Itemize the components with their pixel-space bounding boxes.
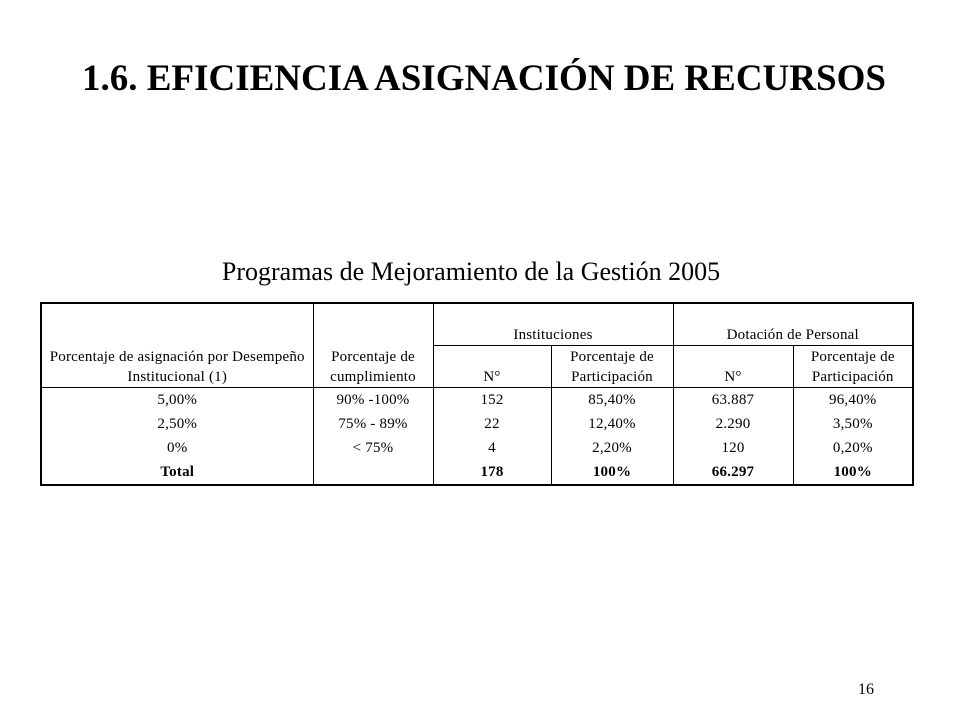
cell-total-compliance <box>313 460 433 485</box>
cell-total-staff-count: 66.297 <box>673 460 793 485</box>
cell-total-label: Total <box>41 460 313 485</box>
cell-compliance: < 75% <box>313 436 433 460</box>
header-assignment-line: Institucional (1) <box>127 369 228 385</box>
cell-staff-share: 3,50% <box>793 412 913 436</box>
cell-staff-share: 96,40% <box>793 388 913 413</box>
page-number: 16 <box>858 681 874 698</box>
header-share-line: Porcentaje de <box>570 349 654 365</box>
cell-compliance: 75% - 89% <box>313 412 433 436</box>
cell-staff-count: 63.887 <box>673 388 793 413</box>
header-share-line: Participación <box>571 369 653 385</box>
header-share-line: Participación <box>811 369 894 385</box>
cell-compliance: 90% -100% <box>313 388 433 413</box>
cell-total-institutions-count: 178 <box>433 460 551 485</box>
header-institutions-group: Instituciones <box>433 303 673 346</box>
total-row <box>41 460 913 485</box>
slide-title: 1.6. EFICIENCIA ASIGNACIÓN DE RECURSOS <box>82 58 886 99</box>
cell-total-institutions-share: 100% <box>551 460 673 485</box>
cell-assignment: 2,50% <box>41 412 313 436</box>
cell-institutions-count: 22 <box>433 412 551 436</box>
cell-institutions-share: 85,40% <box>551 388 673 413</box>
cell-institutions-share: 12,40% <box>551 412 673 436</box>
header-compliance <box>313 303 433 388</box>
table-row <box>41 412 913 436</box>
header-assignment <box>41 303 313 388</box>
header-institutions-count: N° <box>433 346 551 388</box>
header-row-groups <box>41 303 913 346</box>
management-programs-table <box>40 302 914 486</box>
cell-institutions-count: 4 <box>433 436 551 460</box>
cell-staff-share: 0,20% <box>793 436 913 460</box>
cell-total-staff-share: 100% <box>793 460 913 485</box>
cell-institutions-count: 152 <box>433 388 551 413</box>
header-staff-group: Dotación de Personal <box>673 303 913 346</box>
table-caption: Programas de Mejoramiento de la Gestión 2005 <box>221 257 721 286</box>
cell-staff-count: 2.290 <box>673 412 793 436</box>
table-row <box>41 388 913 413</box>
cell-staff-count: 120 <box>673 436 793 460</box>
header-staff-share <box>793 346 913 388</box>
header-institutions-share <box>551 346 673 388</box>
header-compliance-line: cumplimiento <box>330 369 416 385</box>
header-share-line: Porcentaje de <box>810 349 895 365</box>
header-compliance-line: Porcentaje de <box>331 349 415 365</box>
cell-institutions-share: 2,20% <box>551 436 673 460</box>
table-row <box>41 436 913 460</box>
header-staff-count: N° <box>673 346 793 388</box>
cell-assignment: 5,00% <box>41 388 313 413</box>
cell-assignment: 0% <box>41 436 313 460</box>
header-assignment-line: Porcentaje de asignación por Desempeño <box>49 349 305 365</box>
